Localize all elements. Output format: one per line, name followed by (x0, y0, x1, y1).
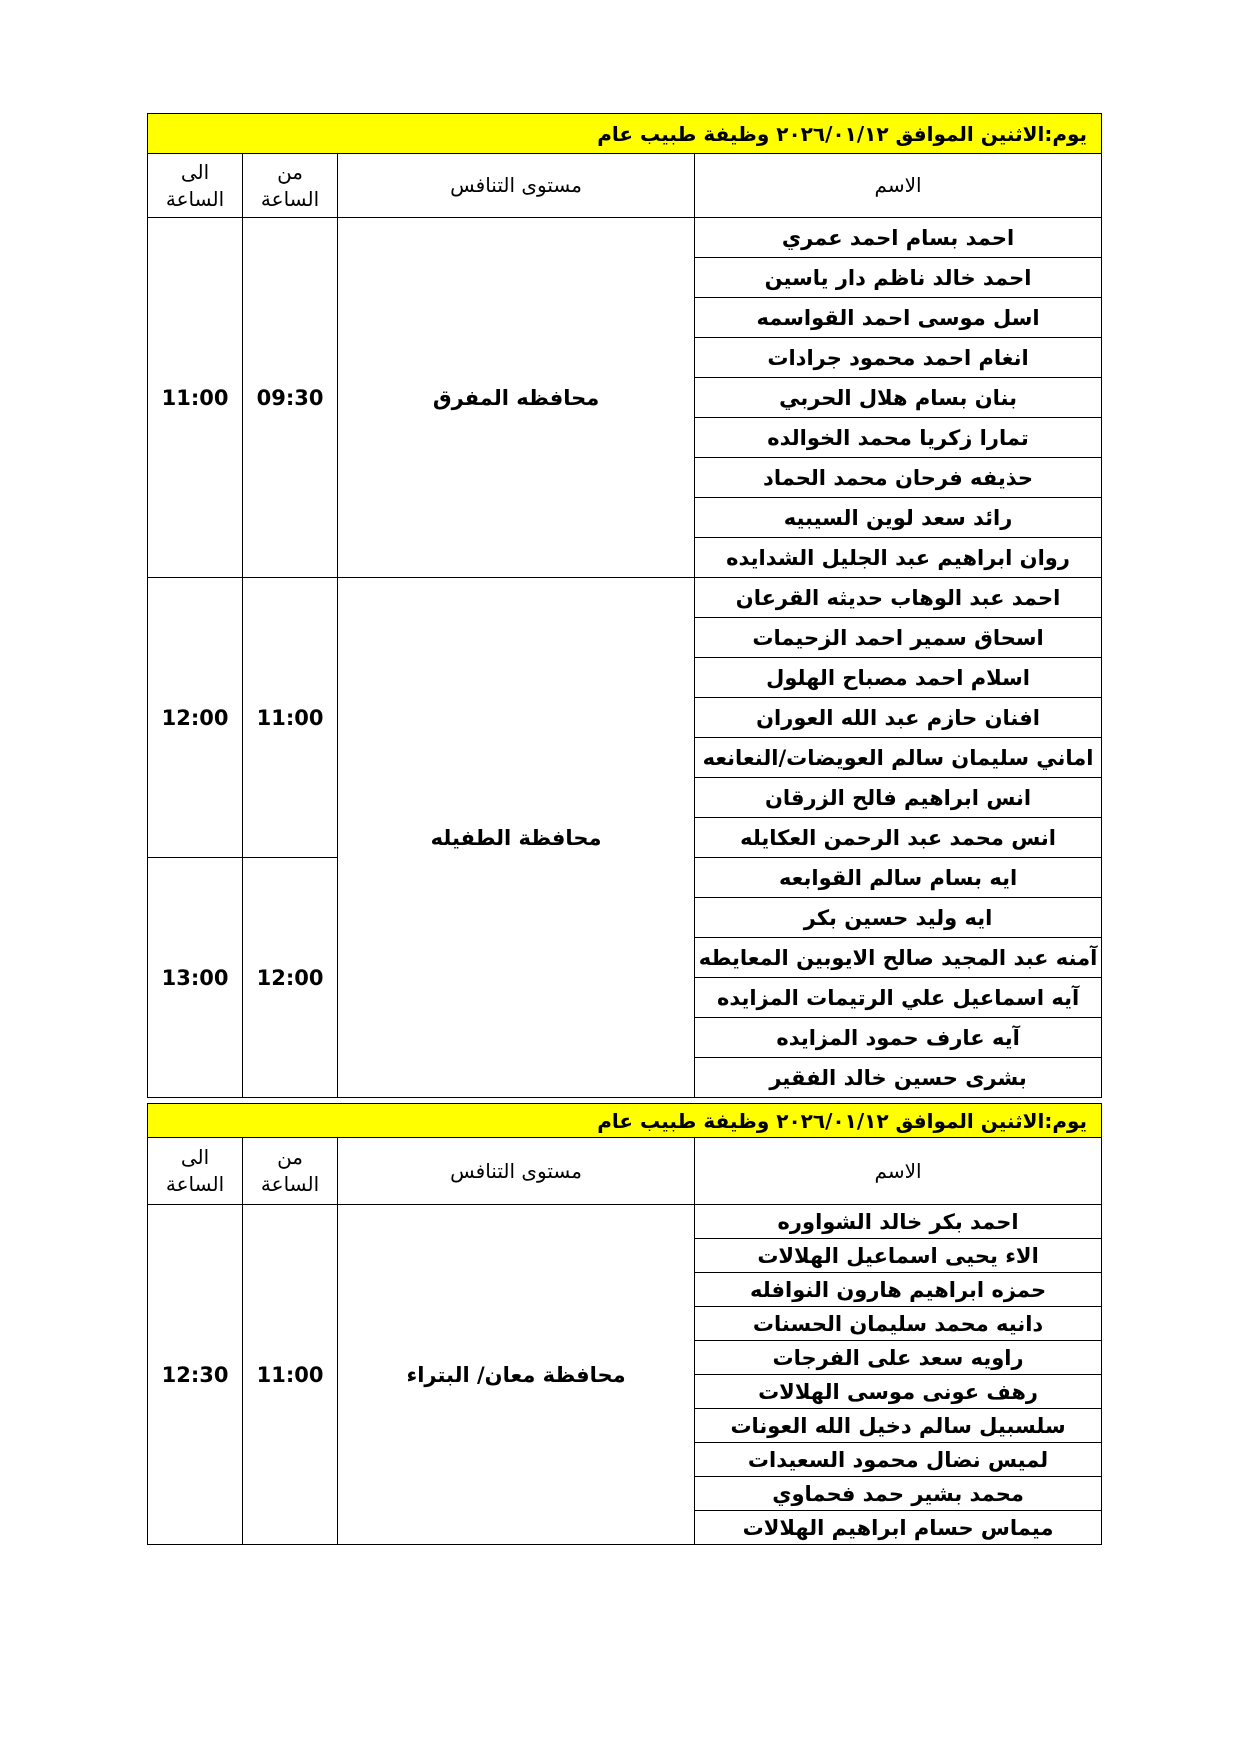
name-cell: احمد عبد الوهاب حديثه القرعان (695, 578, 1102, 618)
name-cell: اسلام احمد مصباح الهلول (695, 658, 1102, 698)
name-cell: رائد سعد لوين السيبيه (695, 498, 1102, 538)
from-time: 11:00 (243, 1205, 338, 1545)
name-cell: احمد بسام احمد عمري (695, 218, 1102, 258)
from-time: 09:30 (243, 218, 338, 578)
name-cell: روان ابراهيم عبد الجليل الشدايده (695, 538, 1102, 578)
level-cell: محافظة الطفيله (338, 578, 695, 1098)
header-from: من الساعة (243, 1138, 338, 1205)
name-cell: اسحاق سمير احمد الزحيمات (695, 618, 1102, 658)
name-cell: تمارا زكريا محمد الخوالده (695, 418, 1102, 458)
header-level: مستوى التنافس (338, 154, 695, 218)
name-cell: راويه سعد على الفرجات (695, 1341, 1102, 1375)
header-level: مستوى التنافس (338, 1138, 695, 1205)
to-time: 12:30 (148, 1205, 243, 1545)
name-cell: لميس نضال محمود السعيدات (695, 1443, 1102, 1477)
name-cell: سلسبيل سالم دخيل الله العونات (695, 1409, 1102, 1443)
name-cell: احمد بكر خالد الشواوره (695, 1205, 1102, 1239)
name-cell: احمد خالد ناظم دار ياسين (695, 258, 1102, 298)
name-cell: ميماس حسام ابراهيم الهلالات (695, 1511, 1102, 1545)
name-cell: انس محمد عبد الرحمن العكايله (695, 818, 1102, 858)
name-cell: ايه وليد حسين بكر (695, 898, 1102, 938)
name-cell: حذيفه فرحان محمد الحماد (695, 458, 1102, 498)
schedule-table-2 (147, 1103, 1102, 1545)
name-cell: رهف عونى موسى الهلالات (695, 1375, 1102, 1409)
name-cell: انس ابراهيم فالح الزرقان (695, 778, 1102, 818)
schedule-table-1 (147, 113, 1102, 1098)
header-to: الى الساعة (148, 154, 243, 218)
level-cell: محافظة معان/ البتراء (338, 1205, 695, 1545)
name-cell: انغام احمد محمود جرادات (695, 338, 1102, 378)
name-cell: حمزه ابراهيم هارون النوافله (695, 1273, 1102, 1307)
name-cell: بشرى حسين خالد الفقير (695, 1058, 1102, 1098)
to-time: 12:00 (148, 578, 243, 858)
level-cell: محافظه المفرق (338, 218, 695, 578)
name-cell: آمنه عبد المجيد صالح الايوبين المعايطه (695, 938, 1102, 978)
header-from: من الساعة (243, 154, 338, 218)
header-name: الاسم (695, 154, 1102, 218)
header-name: الاسم (695, 1138, 1102, 1205)
name-cell: اسل موسى احمد القواسمه (695, 298, 1102, 338)
day-banner: يوم:الاثنين الموافق ٢٠٢٦/٠١/١٢ وظيفة طبيب عام (148, 114, 1102, 154)
from-time: 11:00 (243, 578, 338, 858)
to-time: 11:00 (148, 218, 243, 578)
name-cell: افنان حازم عبد الله العوران (695, 698, 1102, 738)
name-cell: آيه عارف حمود المزايده (695, 1018, 1102, 1058)
name-cell: ايه بسام سالم القوابعه (695, 858, 1102, 898)
name-cell: بنان بسام هلال الحربي (695, 378, 1102, 418)
name-cell: دانيه محمد سليمان الحسنات (695, 1307, 1102, 1341)
name-cell: محمد بشير حمد فحماوي (695, 1477, 1102, 1511)
from-time: 12:00 (243, 858, 338, 1098)
name-cell: آيه اسماعيل علي الرتيمات المزايده (695, 978, 1102, 1018)
header-to: الى الساعة (148, 1138, 243, 1205)
name-cell: اماني سليمان سالم العويضات/النعانعه (695, 738, 1102, 778)
name-cell: الاء يحيى اسماعيل الهلالات (695, 1239, 1102, 1273)
day-banner: يوم:الاثنين الموافق ٢٠٢٦/٠١/١٢ وظيفة طبيب عام (148, 1104, 1102, 1138)
to-time: 13:00 (148, 858, 243, 1098)
